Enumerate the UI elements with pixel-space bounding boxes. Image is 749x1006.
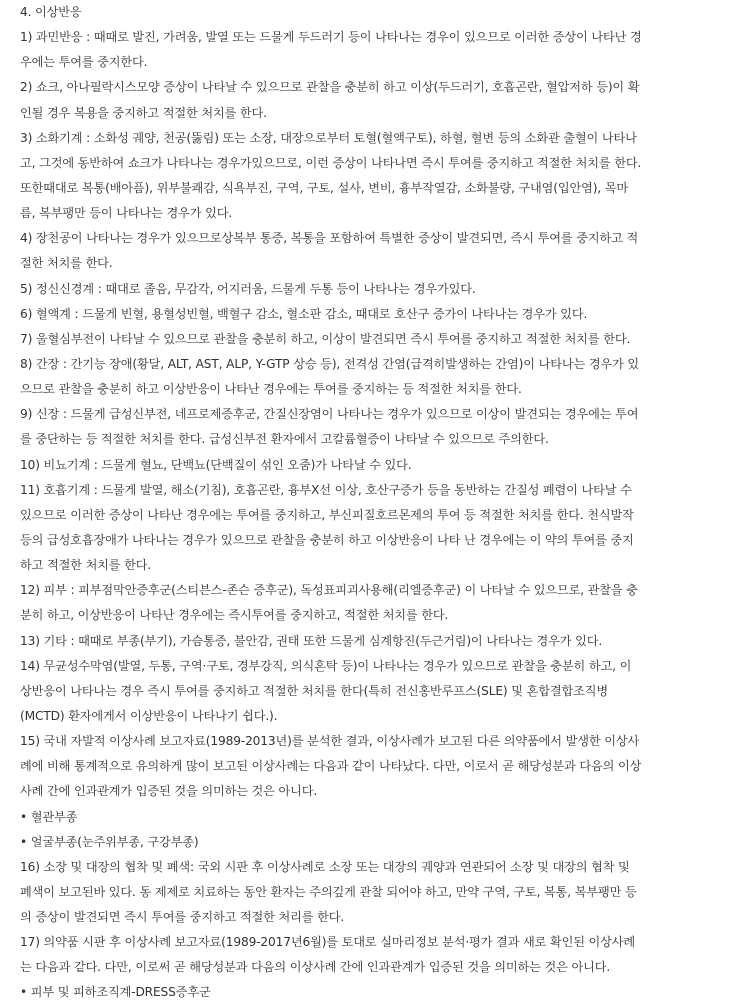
text-line: 4. 이상반응 (20, 5, 82, 19)
text-line: • 얼굴부종(눈주위부종, 구강부종) (20, 834, 199, 849)
text-line: 또한때대로 복통(배아픔), 위부불쾌감, 식욕부진, 구역, 구토, 설사, 변비, 흉부작열감, 소화불량, 구내염(입안염), 목마 (20, 180, 629, 195)
text-line: 6) 혈액계 : 드물게 빈혈, 용혈성빈혈, 백혈구 감소, 혈소판 감소, 때대로 호산구 증가이 나타나는 경우가 있다. (20, 306, 588, 321)
text-line: 상반응이 나타나는 경우 즉시 투여를 중지하고 적절한 처치를 한다(특히 전신홍반루프스(SLE) 및 혼합결합조직병 (20, 683, 608, 698)
text-line: • 혈관부종 (20, 809, 78, 824)
text-line: 으므로 관찰을 충분히 하고 이상반응이 나타난 경우에는 투여를 중지하는 등 적절한 처치를 한다. (20, 382, 522, 397)
text-line: 례에 비해 통계적으로 유의하게 많이 보고된 이상사례는 다음과 같이 나타났다. 다만, 이로서 곧 해당성분과 다음의 이상 (20, 759, 642, 774)
text-line: 11) 호흡기계 : 드물게 발열, 해소(기침), 호흡곤란, 흉부X선 이상, 호산구증가 등을 동반하는 간질성 폐렴이 나타날 수 (20, 482, 632, 497)
text-line: 15) 국내 자발적 이상사례 보고자료(1989-2013년)를 분석한 결과, 이상사례가 보고된 다른 의약품에서 발생한 이상사 (20, 734, 640, 749)
text-line: 폐색이 보고된바 있다. 동 제제로 치료하는 동안 환자는 주의깊게 관찰 되어야 하고, 만약 구역, 구토, 복통, 복부팽만 등 (20, 884, 637, 899)
text-line: 7) 울혈심부전이 나타날 수 있으므로 관찰을 충분히 하고, 이상이 발견되면 즉시 투여를 중지하고 적절한 처치를 한다. (20, 331, 631, 346)
text-line: 절한 처치를 한다. (20, 256, 113, 271)
text-line: 우에는 투여를 중지한다. (20, 55, 148, 70)
text-line: 는 다음과 같다. 다만, 이로써 곧 해당성분과 다음의 이상사례 간에 인과관계가 입증된 것을 의미하는 것은 아니다. (20, 960, 611, 975)
text-line: 인될 경우 복용을 중지하고 적절한 처치를 한다. (20, 105, 267, 120)
text-line: 4) 장천공이 나타나는 경우가 있으므로상복부 통증, 복통을 포함하여 특별한 증상이 발견되면, 즉시 투여를 중지하고 적 (20, 231, 639, 246)
text-line: 고, 그것에 동반하여 쇼크가 나타나는 경우가있으므로, 이런 증상이 나타나면 즉시 투여를 중지하고 적절한 처치를 한다. (20, 155, 642, 170)
text-line: 12) 피부 : 피부점막안증후군(스티븐스-존슨 증후군), 독성표피괴사용해(리엘증후군) 이 나타날 수 있으므로, 관찰을 충 (20, 583, 638, 598)
text-line: 분히 하고, 이상반응이 나타난 경우에는 즉시투여를 중지하고, 적절한 처치를 한다. (20, 608, 449, 623)
text-line: 1) 과민반응 : 때때로 발진, 가려움, 발열 또는 드물게 두드러기 등이 나타나는 경우이 있으므로 이러한 증상이 나타난 경 (20, 30, 642, 45)
text-line: 를 중단하는 등 적절한 처치를 한다. 급성신부전 환자에서 고칼륨혈증이 나타날 수 있으므로 주의한다. (20, 432, 549, 447)
text-line: 2) 쇼크, 아나필락시스모양 증상이 나타날 수 있으므로 관찰을 충분히 하고 이상(두드러기, 호흡곤란, 혈압저하 등)이 확 (20, 80, 640, 95)
text-line: 의 증상이 발견되면 즉시 투여를 중지하고 적절한 처리를 한다. (20, 910, 345, 925)
text-line: 10) 비뇨기계 : 드물게 혈뇨, 단백뇨(단백질이 섞인 오줌)가 나타날 수 있다. (20, 457, 412, 472)
text-line: 있으므로 이러한 증상이 나타난 경우에는 투여를 중지하고, 부신피질호르몬제의 투여 등 적절한 처치를 한다. 천식발작 (20, 507, 634, 522)
text-line: 3) 소화기계 : 소화성 궤양, 천공(뚫림) 또는 소장, 대장으로부터 토혈(혈액구토), 하혈, 혈변 등의 소화관 출혈이 나타나 (20, 130, 637, 145)
text-line: (MCTD) 환자에게서 이상반응이 나타나기 쉽다.). (20, 708, 278, 723)
text-line: 하고 적절한 처치를 한다. (20, 558, 152, 573)
text-line: 5) 정신신경계 : 때대로 졸음, 무감각, 어지러움, 드물게 두통 등이 나타나는 경우가있다. (20, 281, 476, 296)
text-line: 17) 의약품 시판 후 이상사례 보고자료(1989-2017년6월)를 토대로 실마리정보 분석·평가 결과 새로 확인된 이상사례 (20, 935, 636, 950)
text-line: 14) 무균성수막염(발열, 두통, 구역·구토, 경부강직, 의식혼탁 등)이 나타나는 경우가 있으므로 관찰을 충분히 하고, 이 (20, 658, 632, 673)
text-line: 13) 기타 : 때때로 부종(부기), 가슴통증, 불안감, 권태 또한 드물게 심계항진(두근거림)이 나타나는 경우가 있다. (20, 633, 603, 648)
text-line: 등의 급성호흡장애가 나타나는 경우가 있으므로 관찰을 충분히 하고 이상반응이 나타 난 경우에는 이 약의 투여를 중지 (20, 532, 634, 547)
text-line: • 피부 및 피하조직계-DRESS증후군 (20, 985, 211, 1000)
text-line: 16) 소장 및 대장의 협착 및 폐색: 국외 시판 후 이상사례로 소장 또는 대장의 궤양과 연관되어 소장 및 대장의 협착 및 (20, 859, 630, 874)
text-line: 사례 간에 인과관계가 입증된 것을 의미하는 것은 아니다. (20, 784, 318, 799)
text-line: 름, 복부팽만 등이 나타나는 경우가 있다. (20, 206, 233, 221)
text-line: 9) 신장 : 드물게 급성신부전, 네프로제증후군, 간질신장염이 나타나는 경우가 있으므로 이상이 발견되는 경우에는 투여 (20, 407, 639, 422)
adverse-reactions-document (20, 0, 725, 1006)
text-line: 8) 간장 : 간기능 장애(황달, ALT, AST, ALP, Y-GTP 상승 등), 전격성 간염(급격히발생하는 간염)이 나타나는 경우가 있 (20, 356, 640, 371)
